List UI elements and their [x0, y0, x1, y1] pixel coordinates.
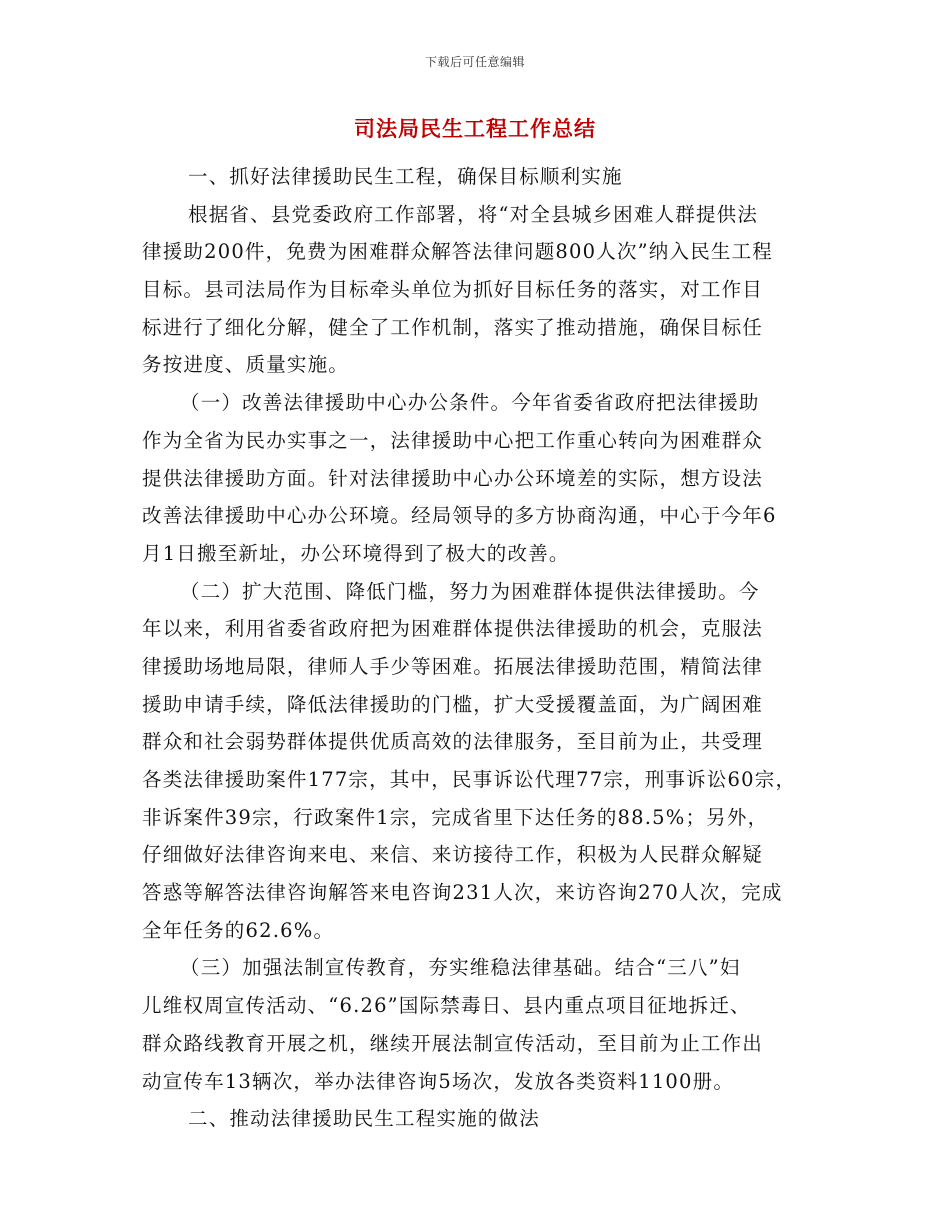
paragraph-line: 群众路线教育开展之机，继续开展法制宣传活动，至目前为止工作出: [142, 1031, 764, 1055]
paragraph-line: 律援助场地局限，律师人手少等困难。拓展法律援助范围，精简法律: [142, 654, 764, 678]
paragraph-line: 提供法律援助方面。针对法律援助中心办公环境差的实际，想方设法: [142, 466, 764, 490]
paragraph-line: 全年任务的62.6%。: [142, 918, 335, 942]
paragraph-line: 动宣传车13辆次，举办法律咨询5场次，发放各类资料1100册。: [142, 1069, 735, 1093]
paragraph-line: 儿维权周宣传活动、“6.26”国际禁毒日、县内重点项目征地拆迁、: [142, 994, 751, 1018]
subsection-line: （一）改善法律援助中心办公条件。今年省委省政府把法律援助: [180, 391, 760, 415]
paragraph-line: 根据省、县党委政府工作部署，将“对全县城乡困难人群提供法: [188, 202, 759, 226]
document-body: [142, 158, 822, 1138]
paragraph-line: 目标。县司法局作为目标牵头单位为抓好目标任务的落实，对工作目: [142, 278, 764, 302]
subsection-line: （三）加强法制宣传教育，夯实维稳法律基础。结合“三八”妇: [180, 956, 741, 980]
paragraph-line: 各类法律援助案件177宗，其中，民事诉讼代理77宗，刑事诉讼60宗，: [142, 768, 797, 791]
paragraph-line: 非诉案件39宗，行政案件1宗，完成省里下达任务的88.5%；另外，: [142, 805, 769, 829]
document-title: 司法局民生工程工作总结: [354, 116, 596, 141]
subsection-line: （二）扩大范围、降低门槛，努力为困难群体提供法律援助。今: [180, 579, 760, 603]
paragraph-line: 标进行了细化分解，健全了工作机制，落实了推动措施，确保目标任: [142, 315, 764, 339]
paragraph-line: 群众和社会弱势群体提供优质高效的法律服务，至目前为止，共受理: [142, 730, 764, 754]
paragraph-line: 仔细做好法律咨询来电、来信、来访接待工作，积极为人民群众解疑: [142, 843, 764, 867]
section-heading-2: 二、推动法律援助民生工程实施的做法: [188, 1107, 540, 1131]
section-heading-1: 一、抓好法律援助民生工程，确保目标顺利实施: [188, 165, 623, 188]
paragraph-line: 律援助200件，免费为困难群众解答法律问题800人次”纳入民生工程: [142, 240, 774, 264]
paragraph-line: 务按进度、质量实施。: [142, 353, 350, 377]
paragraph-line: 答惑等解答法律咨询解答来电咨询231人次，来访咨询270人次，完成: [142, 881, 783, 905]
header-note: 下载后可任意编辑: [424, 55, 525, 69]
paragraph-line: 年以来，利用省委省政府把为困难群体提供法律援助的机会，克服法: [142, 617, 764, 641]
paragraph-line: 援助申请手续，降低法律援助的门槛，扩大受援覆盖面，为广阔困难: [142, 692, 764, 716]
paragraph-line: 改善法律援助中心办公环境。经局领导的多方协商沟通，中心于今年6: [142, 504, 777, 528]
paragraph-line: 月1日搬至新址，办公环境得到了极大的改善。: [142, 541, 570, 565]
paragraph-line: 作为全省为民办实事之一，法律援助中心把工作重心转向为困难群众: [142, 428, 764, 452]
